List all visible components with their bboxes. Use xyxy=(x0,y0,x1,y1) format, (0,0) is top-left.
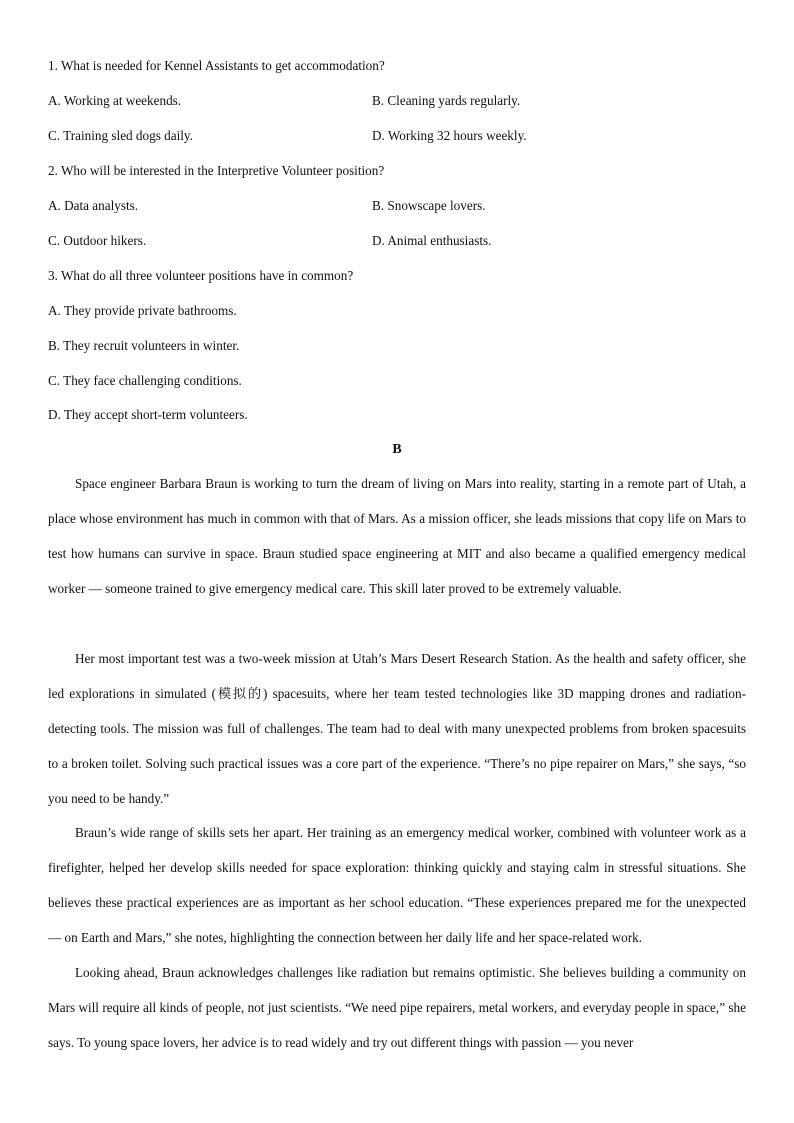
question-1-prompt: 1. What is needed for Kennel Assistants to get accommodation? xyxy=(48,58,385,73)
section-heading: B xyxy=(392,442,402,457)
question-1-option-d: D. Working 32 hours weekly. xyxy=(372,128,527,143)
question-2-option-b: B. Snowscape lovers. xyxy=(372,198,486,213)
passage-paragraph-2: Her most important test was a two-week mission at Utah’s Mars Desert Research Station. As the health and safety officer, she led explorations in simulated (模拟的) spacesuits, where her team tested technologies like 3D mapping drones and radiation-detecting tools. The mission was full of challenges. The team had to deal with many unexpected problems from broken spacesuits to a broken toilet. Solving such practical issues was a core part of the experience. “There’s no pipe repairer on Mars,” she says, “so you need to be handy.” xyxy=(48,651,746,806)
question-3-option-a: A. They provide private bathrooms. xyxy=(48,303,237,318)
question-3-option-d: D. They accept short-term volunteers. xyxy=(48,407,248,422)
passage-paragraph-3: Braun’s wide range of skills sets her apart. Her training as an emergency medical worker, combined with volunteer work as a firefighter, helped her develop skills needed for space exploration: thinking quickly and staying calm in stressful situations. She believes these practical experiences are as important as her school education. “These experiences prepared me for the unexpected — on Earth and Mars,” she notes, highlighting the connection between her daily life and her space-related work. xyxy=(48,825,746,945)
question-3-prompt: 3. What do all three volunteer positions have in common? xyxy=(48,268,354,283)
passage-paragraph-4: Looking ahead, Braun acknowledges challenges like radiation but remains optimistic. She believes building a community on Mars will require all kinds of people, not just scientists. “We need pipe repairers, metal workers, and everyday people in space,” she says. To young space lovers, her advice is to read widely and try out different things with passion — you never xyxy=(48,965,746,1050)
question-3-option-b: B. They recruit volunteers in winter. xyxy=(48,338,240,353)
question-2-option-c: C. Outdoor hikers. xyxy=(48,233,147,248)
question-2-prompt: 2. Who will be interested in the Interpretive Volunteer position? xyxy=(48,163,385,178)
question-1-option-b: B. Cleaning yards regularly. xyxy=(372,93,521,108)
passage-paragraph-1: Space engineer Barbara Braun is working to turn the dream of living on Mars into reality, starting in a remote part of Utah, a place whose environment has much in common with that of Mars. As a mission officer, she leads missions that copy life on Mars to test how humans can survive in space. Braun studied space engineering at MIT and also became a qualified emergency medical worker — someone trained to give emergency medical care. This skill later proved to be extremely valuable. xyxy=(48,476,746,596)
question-1-option-c: C. Training sled dogs daily. xyxy=(48,128,193,143)
question-2-option-d: D. Animal enthusiasts. xyxy=(372,233,492,248)
question-2-option-a: A. Data analysts. xyxy=(48,198,139,213)
question-1-option-a: A. Working at weekends. xyxy=(48,93,182,108)
question-3-option-c: C. They face challenging conditions. xyxy=(48,373,242,388)
